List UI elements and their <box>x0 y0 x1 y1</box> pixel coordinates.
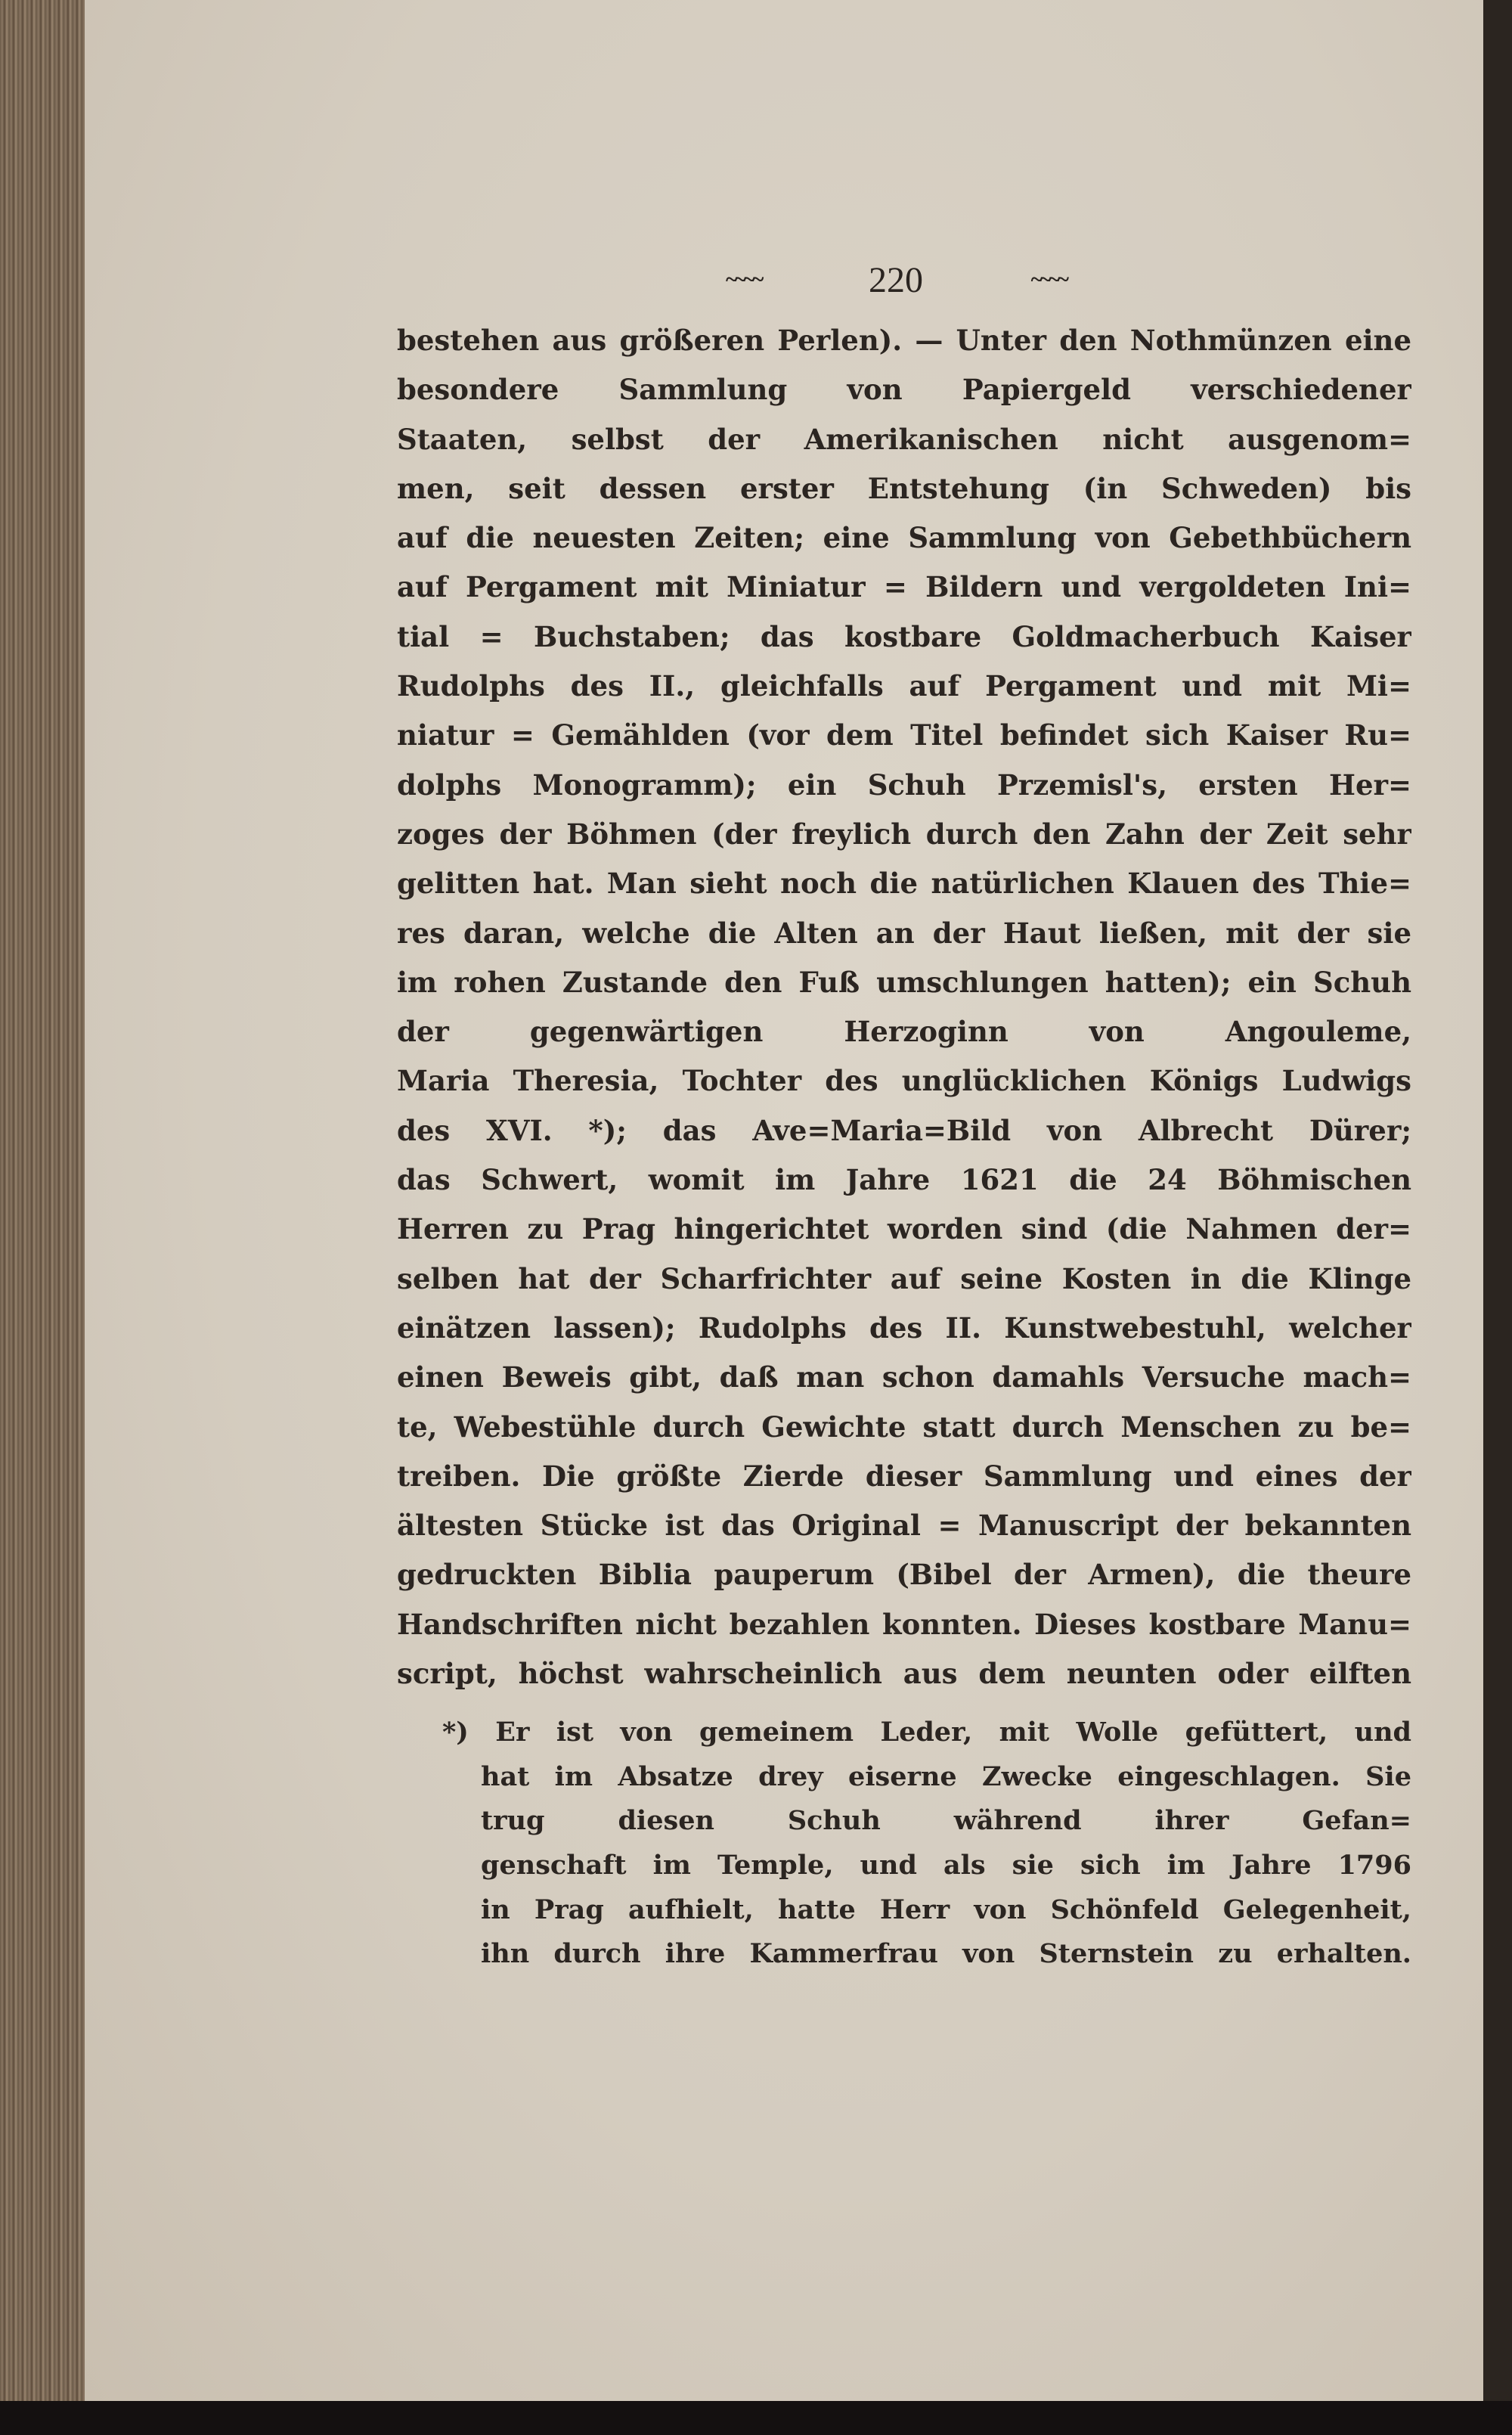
text-line: gedruckten Biblia pauperum (Bibel der Armen), die theure <box>397 1558 1411 1592</box>
text-line: Staaten, selbst der Amerikanischen nicht ausgenom= <box>397 422 1411 456</box>
page-header <box>726 253 1066 306</box>
text-line: treiben. Die größte Zierde dieser Sammlung und eines der <box>397 1459 1411 1493</box>
text-line: Herren zu Prag hingerichtet worden sind (die Nahmen der= <box>397 1212 1411 1246</box>
text-line: ältesten Stücke ist das Original = Manuscript der bekannten <box>397 1509 1411 1543</box>
text-line: auf Pergament mit Miniatur = Bildern und vergoldeten Ini= <box>397 570 1411 604</box>
footnote-line: genschaft im Temple, und als sie sich im Jahre 1796 <box>481 1850 1411 1881</box>
text-line: einätzen lassen); Rudolphs des II. Kunstwebestuhl, welcher <box>397 1311 1411 1345</box>
footnote-line: *) Er ist von gemeinem Leder, mit Wolle gefüttert, und <box>442 1717 1411 1748</box>
text-line: besondere Sammlung von Papiergeld verschiedener <box>397 373 1411 407</box>
footnote-line: ihn durch ihre Kammerfrau von Sternstein zu erhalten. <box>481 1938 1411 1970</box>
text-line: Handschriften nicht bezahlen konnten. Dieses kostbare Manu= <box>397 1607 1411 1641</box>
text-line: zoges der Böhmen (der freylich durch den Zahn der Zeit sehr <box>397 817 1411 851</box>
text-line: dolphs Monogramm); ein Schuh Przemisl's, ersten Her= <box>397 768 1411 802</box>
text-line: gelitten hat. Man sieht noch die natürlichen Klauen des Thie= <box>397 867 1411 901</box>
page-edges <box>0 0 91 2405</box>
text-line: des XVI. *); das Ave=Maria=Bild von Albrecht Dürer; <box>397 1113 1411 1147</box>
scan-border-bottom <box>0 2401 1512 2435</box>
text-line: selben hat der Scharfrichter auf seine Kosten in die Klinge <box>397 1261 1411 1295</box>
text-line: das Schwert, womit im Jahre 1621 die 24 Böhmischen <box>397 1163 1411 1197</box>
text-line: niatur = Gemählden (vor dem Titel befindet sich Kaiser Ru= <box>397 718 1411 752</box>
text-line: men, seit dessen erster Entstehung (in Schweden) bis <box>397 471 1411 505</box>
text-line: der gegenwärtigen Herzoginn von Angouleme, <box>397 1015 1411 1049</box>
text-line: einen Beweis gibt, daß man schon damahls Versuche mach= <box>397 1360 1411 1394</box>
text-line: Rudolphs des II., gleichfalls auf Pergament und mit Mi= <box>397 669 1411 703</box>
scan-border-right <box>1483 0 1512 2435</box>
footnote-line: hat im Absatze drey eiserne Zwecke eingeschlagen. Sie <box>481 1760 1411 1792</box>
text-line: im rohen Zustande den Fuß umschlungen hatten); ein Schuh <box>397 965 1411 999</box>
footnote-line: in Prag aufhielt, hatte Herr von Schönfeld Gelegenheit, <box>481 1894 1411 1925</box>
footnote <box>442 1711 1411 1977</box>
header-ornament-right: ~~~~ <box>1030 267 1066 292</box>
text-line: res daran, welche die Alten an der Haut ließen, mit der sie <box>397 916 1411 950</box>
text-line: bestehen aus größeren Perlen). — Unter den Nothmünzen eine <box>397 324 1411 357</box>
main-text <box>397 316 1411 1698</box>
footnote-line: trug diesen Schuh während ihrer Gefan= <box>481 1805 1411 1837</box>
text-line: script, höchst wahrscheinlich aus dem neunten oder eilften <box>397 1657 1411 1691</box>
page-number: 220 <box>869 259 923 300</box>
text-line: te, Webestühle durch Gewichte statt durch Menschen zu be= <box>397 1410 1411 1444</box>
text-line: tial = Buchstaben; das kostbare Goldmacherbuch Kaiser <box>397 619 1411 653</box>
header-ornament-left: ~~~~ <box>726 267 761 292</box>
text-line: Maria Theresia, Tochter des unglücklichen Königs Ludwigs <box>397 1064 1411 1098</box>
text-line: auf die neuesten Zeiten; eine Sammlung von Gebethbüchern <box>397 521 1411 555</box>
